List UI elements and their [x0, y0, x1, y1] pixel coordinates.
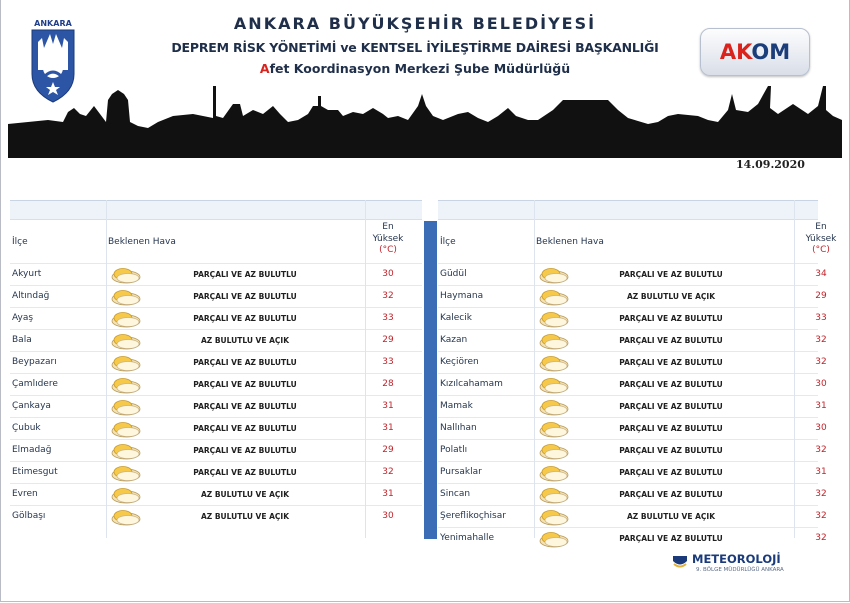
table-row [438, 329, 827, 351]
table-row [10, 373, 422, 395]
max-temperature: 31 [382, 401, 394, 411]
max-temperature: 29 [382, 445, 394, 455]
partly-cloudy-icon [110, 420, 142, 438]
partly-cloudy-icon [110, 464, 142, 482]
table-row [438, 307, 827, 329]
weather-description: PARÇALI VE AZ BULUTLU [193, 402, 297, 411]
akom-logo-ak: AK [719, 40, 752, 64]
weather-description: PARÇALI VE AZ BULUTLU [193, 424, 297, 433]
district-name: Altındağ [12, 291, 50, 301]
table-row [438, 285, 827, 307]
district-name: Şereflikoçhisar [440, 511, 506, 521]
table-row [438, 263, 827, 285]
partly-cloudy-icon [538, 376, 570, 394]
table-header [10, 200, 422, 263]
right-weather-table [438, 200, 837, 549]
weather-description: PARÇALI VE AZ BULUTLU [619, 468, 723, 477]
table-row [438, 527, 827, 549]
max-temperature: 32 [382, 291, 394, 301]
district-name: Yenimahalle [440, 533, 495, 543]
max-temperature: 32 [815, 533, 827, 543]
weather-description: PARÇALI VE AZ BULUTLU [193, 270, 297, 279]
district-name: Kalecik [440, 313, 472, 323]
weather-description: PARÇALI VE AZ BULUTLU [619, 270, 723, 279]
weather-description: PARÇALI VE AZ BULUTLU [193, 446, 297, 455]
district-name: Polatlı [440, 445, 468, 455]
weather-description: PARÇALI VE AZ BULUTLU [619, 314, 723, 323]
table-row [10, 329, 422, 351]
weather-description: PARÇALI VE AZ BULUTLU [619, 446, 723, 455]
district-name: Gölbaşı [12, 511, 46, 521]
max-temperature: 32 [815, 445, 827, 455]
partly-cloudy-icon [110, 376, 142, 394]
partly-cloudy-icon [110, 332, 142, 350]
weather-description: PARÇALI VE AZ BULUTLU [619, 336, 723, 345]
max-temperature: 32 [382, 467, 394, 477]
department-title: DEPREM RİSK YÖNETİMİ ve KENTSEL İYİLEŞTİRME DAİRESİ BAŞKANLIĞI [171, 40, 659, 55]
meteoroloji-subtitle: 9. BÖLGE MÜDÜRLÜĞÜ ANKARA [696, 567, 784, 573]
unit-title [150, 61, 680, 76]
max-temperature: 33 [382, 357, 394, 367]
table-row [10, 483, 422, 505]
table-row [438, 395, 827, 417]
municipality-title: ANKARA BÜYÜKŞEHİR BELEDİYESİ [233, 14, 597, 33]
weather-description: PARÇALI VE AZ BULUTLU [193, 314, 297, 323]
partly-cloudy-icon [538, 486, 570, 504]
weather-description: PARÇALI VE AZ BULUTLU [619, 358, 723, 367]
partly-cloudy-icon [538, 464, 570, 482]
district-name: Mamak [440, 401, 473, 411]
district-name: Ayaş [12, 313, 34, 323]
weather-description: PARÇALI VE AZ BULUTLU [619, 402, 723, 411]
partly-cloudy-icon [538, 420, 570, 438]
district-name: Kızılcahamam [440, 379, 503, 389]
left-weather-table [10, 200, 422, 527]
unit-title-rest: fet Koordinasyon Merkezi Şube Müdürlüğü [269, 61, 571, 76]
district-name: Kazan [440, 335, 468, 345]
district-name: Evren [12, 489, 38, 499]
partly-cloudy-icon [110, 442, 142, 460]
logo-text: ANKARA [34, 19, 72, 28]
partly-cloudy-icon [110, 354, 142, 372]
weather-description: PARÇALI VE AZ BULUTLU [619, 424, 723, 433]
district-name: Beypazarı [12, 357, 57, 367]
partly-cloudy-icon [538, 530, 570, 548]
max-temperature: 30 [382, 511, 394, 521]
table-row [10, 439, 422, 461]
partly-cloudy-icon [110, 486, 142, 504]
max-temp-column-header: En Yüksek (°C) [372, 222, 404, 255]
partly-cloudy-icon [538, 354, 570, 372]
expected-weather-column-header: Beklenen Hava [108, 237, 176, 247]
weather-description: PARÇALI VE AZ BULUTLU [619, 380, 723, 389]
max-temperature: 32 [815, 335, 827, 345]
district-column-header: İlçe [440, 237, 456, 247]
partly-cloudy-icon [538, 288, 570, 306]
table-row [10, 307, 422, 329]
district-column-header: İlçe [12, 237, 28, 247]
table-row [10, 395, 422, 417]
table-row [438, 461, 827, 483]
max-temperature: 30 [815, 423, 827, 433]
district-name: Nallıhan [440, 423, 477, 433]
district-name: Etimesgut [12, 467, 58, 477]
weather-description: AZ BULUTLU VE AÇIK [200, 512, 290, 521]
district-name: Çamlıdere [12, 379, 58, 389]
max-temperature: 31 [815, 467, 827, 477]
max-temperature: 30 [382, 269, 394, 279]
max-temperature: 28 [382, 379, 394, 389]
table-row [10, 505, 422, 527]
weather-description: AZ BULUTLU VE AÇIK [200, 336, 290, 345]
district-name: Keçiören [440, 357, 479, 367]
weather-description: PARÇALI VE AZ BULUTLU [193, 468, 297, 477]
district-name: Akyurt [12, 269, 42, 279]
weather-description: PARÇALI VE AZ BULUTLU [193, 292, 297, 301]
table-header [438, 200, 837, 263]
max-temperature: 30 [815, 379, 827, 389]
max-temperature: 32 [815, 357, 827, 367]
district-name: Çubuk [12, 423, 41, 433]
weather-description: PARÇALI VE AZ BULUTLU [619, 534, 723, 543]
table-row [438, 483, 827, 505]
header-title-block [150, 14, 680, 76]
district-name: Haymana [440, 291, 484, 301]
table-row [438, 373, 827, 395]
max-temperature: 32 [815, 489, 827, 499]
partly-cloudy-icon [110, 508, 142, 526]
max-temperature: 32 [815, 511, 827, 521]
district-name: Çankaya [12, 401, 51, 411]
max-temp-column-header: En Yüksek (°C) [805, 222, 837, 255]
weather-description: PARÇALI VE AZ BULUTLU [193, 358, 297, 367]
weather-description: AZ BULUTLU VE AÇIK [626, 292, 716, 301]
max-temperature: 31 [382, 423, 394, 433]
partly-cloudy-icon [110, 288, 142, 306]
district-name: Güdül [440, 269, 467, 279]
table-divider [424, 221, 437, 539]
partly-cloudy-icon [538, 508, 570, 526]
akom-logo-om: OM [751, 40, 791, 64]
ankara-skyline [8, 86, 842, 158]
max-temperature: 29 [382, 335, 394, 345]
table-row [438, 417, 827, 439]
weather-description: AZ BULUTLU VE AÇIK [200, 490, 290, 499]
table-row [10, 351, 422, 373]
table-row [438, 351, 827, 373]
district-name: Elmadağ [12, 445, 52, 455]
partly-cloudy-icon [110, 266, 142, 284]
district-name: Bala [12, 335, 32, 345]
max-temperature: 34 [815, 269, 827, 279]
max-temperature: 31 [815, 401, 827, 411]
district-name: Sincan [440, 489, 471, 499]
akom-logo [700, 28, 810, 76]
partly-cloudy-icon [538, 332, 570, 350]
weather-description: PARÇALI VE AZ BULUTLU [619, 490, 723, 499]
max-temperature: 31 [382, 489, 394, 499]
report-date: 14.09.2020 [736, 158, 805, 171]
weather-description: AZ BULUTLU VE AÇIK [626, 512, 716, 521]
unit-title-initial: A [259, 61, 270, 76]
partly-cloudy-icon [110, 398, 142, 416]
meteoroloji-title: METEOROLOJİ [692, 552, 781, 566]
max-temperature: 29 [815, 291, 827, 301]
partly-cloudy-icon [110, 310, 142, 328]
meteoroloji-icon [672, 552, 688, 570]
max-temperature: 33 [382, 313, 394, 323]
partly-cloudy-icon [538, 442, 570, 460]
table-row [438, 439, 827, 461]
table-row [10, 417, 422, 439]
partly-cloudy-icon [538, 398, 570, 416]
table-row [10, 285, 422, 307]
weather-description: PARÇALI VE AZ BULUTLU [193, 380, 297, 389]
table-row [10, 461, 422, 483]
district-name: Pursaklar [440, 467, 482, 477]
table-row [10, 263, 422, 285]
expected-weather-column-header: Beklenen Hava [536, 237, 604, 247]
table-row [438, 505, 827, 527]
max-temperature: 33 [815, 313, 827, 323]
partly-cloudy-icon [538, 266, 570, 284]
partly-cloudy-icon [538, 310, 570, 328]
